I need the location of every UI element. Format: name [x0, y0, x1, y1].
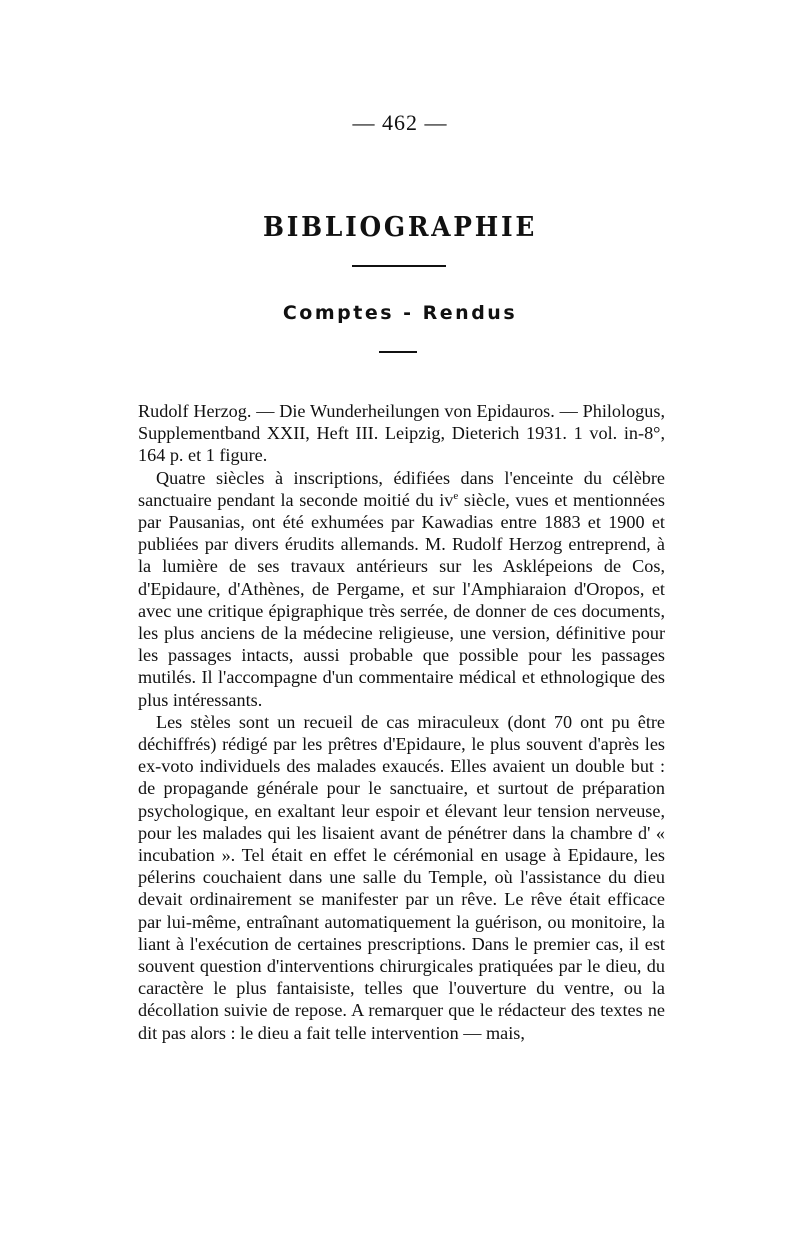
paragraph-2: Les stèles sont un recueil de cas miraculeux (dont 70 ont pu être déchiffrés) rédigé par les prêtres d'Epidaure, le plus souvent d'après les ex-voto individuels des malades exaucés. Elles avaient un double but : de propagande générale pour le sanctuaire, et surtout de préparation psychologique, en exaltant leur espoir et élevant leur tension nerveuse, pour les malades qui les lisaient avant de pénétrer dans la chambre d' « incubation ». Tel était en effet le cérémonial en usage à Epidaure, les pélerins couchaient dans une salle du Temple, où l'assistance du dieu devait ordinairement se manifester par un rêve. Le rêve était efficace par lui-même, entraînant automatiquement la guérison, ou monitoire, la liant à l'exécution de certaines prescriptions. Dans le premier cas, il est souvent question d'interventions chirurgicales pratiquées par le dieu, du caractère le plus fantaisiste, telles que l'ouverture du ventre, ou la décollation suivie de repose. A remarquer que le rédacteur des textes ne dit pas alors : le dieu a fait telle intervention — mais,	[138, 711, 665, 1043]
section-subtitle: Comptes - Rendus	[282, 302, 518, 324]
bibliographic-reference: Rudolf Herzog. — Die Wunderheilungen von Epidauros. — Philologus, Supplementband XXII, Heft III. Leipzig, Dieterich 1931. 1 vol. in-8°, 164 p. et 1 figure.	[138, 401, 665, 466]
ordinal-superscript: e	[453, 489, 459, 502]
subtitle-divider	[379, 351, 417, 353]
paragraph-1-rest: siècle, vues et mentionnées par Pausanias, ont été exhumées par Kawadias entre 1883 et 1900 et publiées par divers érudits allemands. M. Rudolf Herzog entreprend, à la lumière de ses travaux antérieurs sur les Asklépeions de Cos, d'Epidaure, d'Athènes, de Pergame, et sur l'Amphiaraion d'Oropos, et avec une critique épigraphique très serrée, de donner de ces documents, les plus anciens de la médecine religieuse, une version, définitive pour les passages intacts, aussi probable que possible pour les passages mutilés. Il l'accompagne d'un commentaire médical et ethnologique des plus intéressants.	[138, 489, 665, 710]
title-divider	[352, 265, 446, 267]
page-number: — 462 —	[352, 110, 448, 135]
section-title: BIBLIOGRAPHIE	[262, 212, 538, 243]
body-text	[138, 400, 665, 1044]
paragraph-1-start: Quatre siècles à inscriptions, édifiées dans l'enceinte du célèbre sanctuaire pendant la seconde moitié du iv	[138, 467, 665, 510]
paragraph-1	[138, 467, 665, 711]
